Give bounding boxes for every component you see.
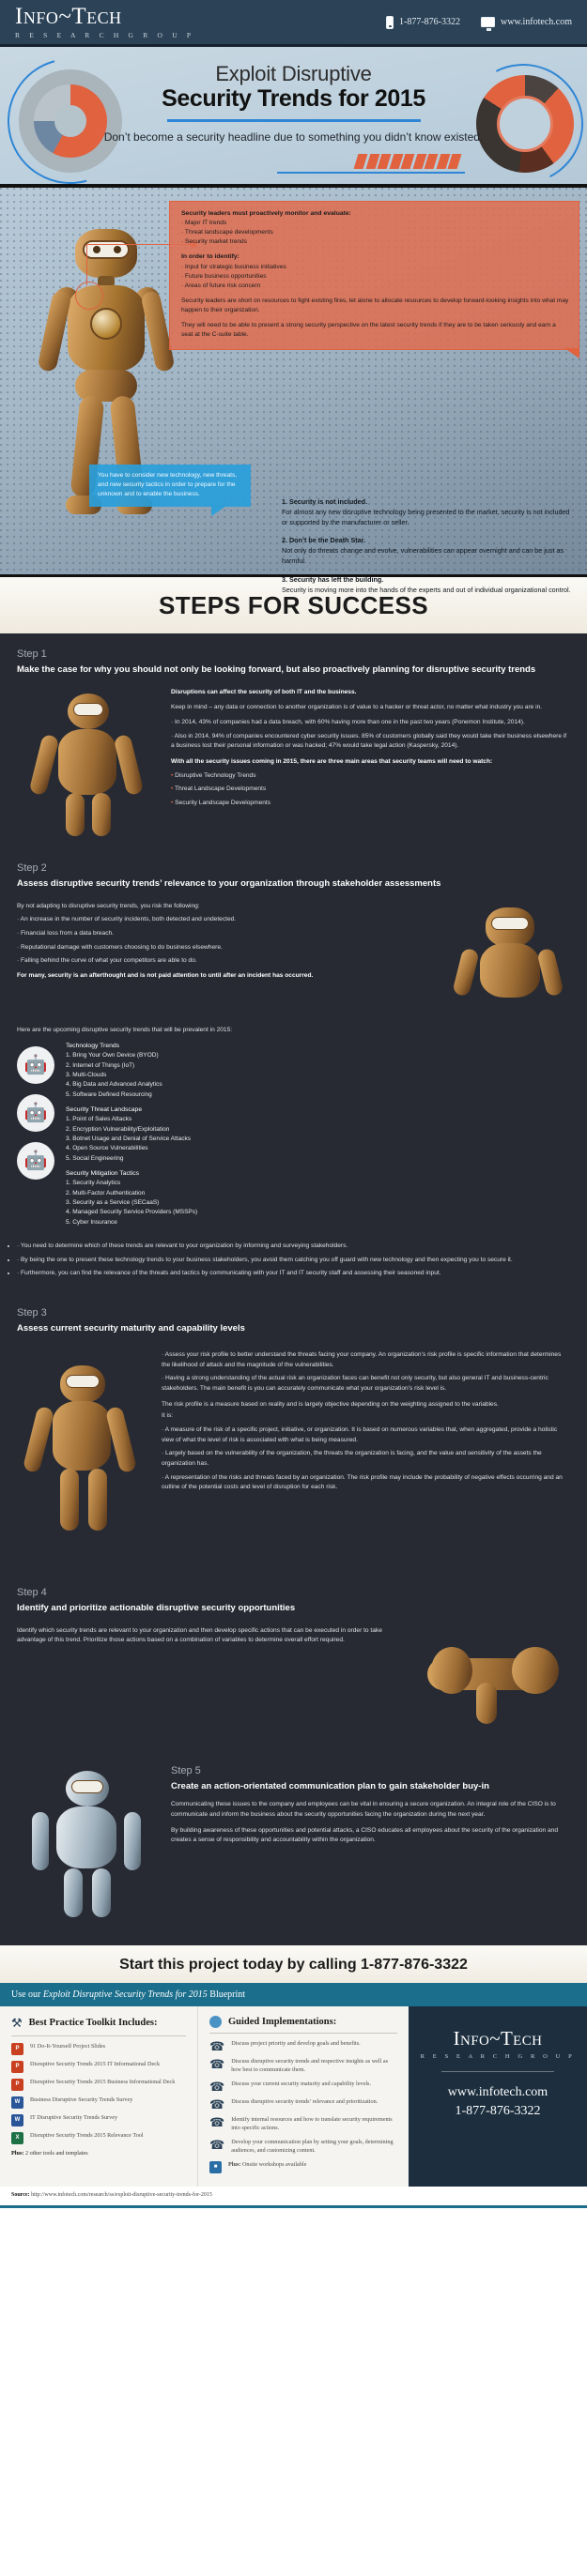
- step-3-title: Assess current security maturity and capability levels: [17, 1323, 245, 1334]
- blueprint-bar: [0, 1983, 587, 2006]
- list-item: 5. Software Defined Resourcing: [66, 1090, 152, 1098]
- trend-group-items: [66, 1179, 570, 1227]
- list-item: · Assess your risk profile to better understand the threats facing your company. An organization’s risk profile is specific information that determines the likelihood of attack and the magnitude of the vulnerabilities.: [162, 1350, 570, 1370]
- guided-plus-text: Onsite workshops available: [241, 2160, 307, 2168]
- ppt-icon: P: [11, 2061, 23, 2073]
- word-icon: W: [11, 2114, 23, 2126]
- toolkit-heading: Best Practice Toolkit Includes:: [28, 2018, 158, 2029]
- step-2-risk-bullets: [17, 915, 435, 967]
- source-line: [0, 2187, 587, 2205]
- phone-icon: [386, 16, 394, 29]
- trend-group-heading: Security Threat Landscape: [66, 1106, 143, 1114]
- guided-item-label: Discuss your current security maturity and capability levels.: [231, 2080, 372, 2087]
- step-1-label: Step 1: [17, 648, 47, 660]
- list-item: 3. Security as a Service (SECaaS): [66, 1198, 160, 1206]
- toolkit-plus-row: [11, 2150, 186, 2157]
- toolkit-item-label: Business Disruptive Security Trends Survey: [30, 2096, 133, 2103]
- logo-tagline: R E S E A R C H G R O U P: [15, 31, 195, 39]
- redbox-heading-2: In order to identify:: [181, 253, 239, 261]
- cta-headline[interactable]: Start this project today by calling 1-877-876-3322: [119, 1956, 468, 1973]
- step-2-label: Step 2: [17, 861, 47, 874]
- list-item: · Falling behind the curve of what your competitors are able to do.: [17, 956, 435, 967]
- steps-banner-title: STEPS FOR SUCCESS: [158, 590, 429, 619]
- list-item: · • Furthermore, you can find the relevance of the threats and tactics by communicating with your IT and IT security staff and assessing their seasoned input.: [17, 1269, 570, 1279]
- company-logo[interactable]: [15, 5, 194, 39]
- source-label: Source:: [11, 2191, 30, 2198]
- list-item: · Reputational damage with customers choosing to do business elsewhere.: [17, 943, 435, 953]
- toolkit-item-label: 91 Do-It-Yourself Project Slides: [30, 2042, 105, 2050]
- footer-grid: [0, 2006, 587, 2187]
- list-item: · • By being the one to present these technology trends to your business stakeholders, you avoid them catching you off guard with new technology and then expecting you to secure it.: [17, 1256, 570, 1266]
- step-1-closing-bullets: [171, 771, 570, 809]
- numbered-item: [282, 536, 573, 566]
- list-item: 2. Internet of Things (IoT): [66, 1061, 135, 1069]
- phone-icon: ☎: [209, 2056, 225, 2071]
- list-item: · Areas of future risk concern: [181, 282, 569, 291]
- list-item: · Input for strategic business initiatives: [181, 263, 569, 272]
- guided-plus-label: Plus:: [228, 2160, 241, 2168]
- list-item: · Also in 2014, 94% of companies encountered cyber security issues. 85% of customers globally said they would take their business elsewhere if a business lost their personal information or was hacked; 47% would take legal action (Kaspersky, 2014).: [171, 732, 570, 752]
- list-item: [209, 2139, 397, 2156]
- list-item: [11, 2114, 186, 2126]
- excel-icon: X: [11, 2132, 23, 2144]
- step-4-label: Step 4: [17, 1586, 47, 1598]
- step-4-content: [17, 1626, 570, 1730]
- guided-heading: Guided Implementations:: [228, 2016, 337, 2027]
- list-item: [11, 2132, 186, 2144]
- step-5-label: Step 5: [171, 1764, 201, 1776]
- step-4-text: [17, 1626, 397, 1646]
- redbox-tail: [564, 348, 579, 358]
- step-1: [0, 633, 587, 847]
- footer-divider: [441, 2071, 554, 2072]
- redbox-paragraph-2: They will need to be able to present a strong security perspective on the latest security trends if they are to be taken seriously and earn a seat at the C-suite table.: [181, 321, 556, 338]
- step-1-text: [171, 688, 570, 813]
- toolkit-column: [0, 2006, 197, 2187]
- phone-icon: ☎: [209, 2114, 225, 2129]
- robot-blue-icon: 🤖: [17, 1094, 54, 1132]
- numbered-item: [282, 575, 573, 596]
- step-5-body: [171, 1800, 570, 1846]
- step-5-title: Create an action-orientated communication plan to gain stakeholder buy-in: [171, 1780, 489, 1791]
- step-3-label: Step 3: [17, 1307, 47, 1319]
- list-item: • Security Landscape Developments: [171, 799, 570, 809]
- toolkit-header: [11, 2016, 186, 2036]
- toolkit-item-label: IT Disruptive Security Trends Survey: [30, 2113, 118, 2121]
- intro-panel: [0, 188, 587, 594]
- ppt-icon: P: [11, 2079, 23, 2091]
- trend-group-heading: Security Mitigation Tactics: [66, 1170, 140, 1178]
- phone-icon: ☎: [209, 2079, 225, 2094]
- list-item: 4. Big Data and Advanced Analytics: [66, 1081, 162, 1089]
- guided-plus-row: [209, 2161, 397, 2173]
- word-icon: W: [11, 2096, 23, 2109]
- numbered-item: [282, 497, 573, 527]
- list-item: 2. Multi-Factor Authentication: [66, 1189, 146, 1197]
- step-4-title: Identify and prioritize actionable disruptive security opportunities: [17, 1602, 296, 1613]
- list-item: [209, 2081, 397, 2093]
- step-3-mid2: It is:: [162, 1412, 174, 1420]
- step-5-paragraph-2: By building awareness of these opportunities and potential attacks, a CISO educates all employees about the security of the organization and creates a sense of responsibility and accountability within the organization.: [171, 1826, 558, 1844]
- list-item: 3. Multi-Clouds: [66, 1071, 107, 1078]
- list-item: [209, 2040, 397, 2052]
- list-item: [209, 2116, 397, 2133]
- hero-banner: [0, 47, 587, 188]
- list-item: 1. Bring Your Own Device (BYOD): [66, 1052, 159, 1059]
- source-url[interactable]: http://www.infotech.com/research/ss/exploit-disruptive-security-trends-for-2015: [31, 2191, 212, 2198]
- steps-section: [0, 633, 587, 1945]
- list-item: 1. Security Analytics: [66, 1180, 121, 1187]
- guided-item-label: Discuss disruptive security trends and respective insights as well as how best to communicate them.: [231, 2057, 389, 2073]
- footer-brand-column: [409, 2006, 587, 2187]
- list-item: · Major IT trends: [181, 219, 569, 228]
- trend-group: [66, 1170, 570, 1227]
- step-3-text: [162, 1347, 570, 1497]
- website-contact[interactable]: [481, 17, 572, 27]
- guided-item-label: Discuss project priority and develop goals and benefits.: [231, 2039, 361, 2047]
- hero-slash-bars-decoration: [356, 154, 459, 169]
- top-bar-contact-group: [386, 16, 572, 29]
- toolkit-plus-label: Plus:: [11, 2149, 24, 2157]
- step-2-lead: By not adapting to disruptive security trends, you risk the following:: [17, 902, 200, 909]
- workshop-icon: ■: [209, 2161, 222, 2173]
- toolkit-item-label: Disruptive Security Trends 2015 Business Informational Deck: [30, 2078, 176, 2085]
- hero-title-line2: Security Trends for 2015: [162, 85, 425, 112]
- intro-numbered-list: [282, 497, 573, 603]
- step-3: [0, 1292, 587, 1572]
- robot-dark-icon: 🤖: [17, 1142, 54, 1180]
- numbered-item-heading: 2. Don’t be the Death Star.: [282, 536, 366, 545]
- step-5-paragraph-1: Communicating these issues to the company and employees can be vital in ensuring a secure organization. An integral role of the CISO is to communicate and inform the business about the security opportunities facing the organization during the next year.: [171, 1801, 556, 1819]
- list-item: · Having a strong understanding of the actual risk an organization faces can benefit not only security, but also general IT and business-centric stakeholders. The main benefit is you can accurately communicate what your organization’s risk level is.: [162, 1374, 570, 1394]
- footer-bottom-rule: [0, 2205, 587, 2208]
- step-1-stat-bullets: [171, 718, 570, 752]
- guided-item-label: Discuss disruptive security trends’ relevance and prioritization.: [231, 2097, 378, 2105]
- redbox-list-1: [181, 219, 569, 247]
- footer-phone[interactable]: 1-877-876-3322: [455, 2103, 541, 2118]
- list-item: [11, 2043, 186, 2055]
- phone-icon: ☎: [209, 2096, 225, 2111]
- redbox-heading-1: Security leaders must proactively monitor and evaluate:: [181, 210, 351, 217]
- step-3-robot-illustration: [17, 1347, 148, 1562]
- step-4-paragraph: Identify which security trends are relevant to your organization and then develop specific actions that can be executed in order to take advantage of this trend. Prioritize those actions based on a combination of variables to determine overall effort required.: [17, 1626, 382, 1644]
- redbox-block-2: [181, 252, 569, 290]
- step-3-sub-bullets: [162, 1425, 570, 1493]
- intro-blue-callout: [89, 465, 251, 507]
- list-item: [11, 2061, 186, 2073]
- step-1-lead: Disruptions can affect the security of both IT and the business.: [171, 688, 357, 695]
- guided-column: [197, 2006, 409, 2187]
- ppt-icon: P: [11, 2043, 23, 2055]
- phone-number: 1-877-876-3322: [399, 17, 460, 27]
- step-2-trend-icons: [17, 1043, 54, 1180]
- hero-bottom-blue-line: [277, 172, 465, 175]
- footer-logo-tagline: R E S E A R C H G R O U P: [420, 2052, 576, 2060]
- list-item: 4. Managed Security Service Providers (MSSPs): [66, 1209, 198, 1216]
- hero-text-group: [0, 62, 587, 145]
- list-item: · Security market trends: [181, 237, 569, 247]
- circle-icon: [209, 2016, 222, 2028]
- step-2-trend-groups: [17, 1043, 570, 1234]
- trend-group-items: [66, 1051, 570, 1100]
- logo-wordmark: Info~Tech: [15, 4, 122, 29]
- phone-icon: ☎: [209, 2038, 225, 2053]
- tools-icon: ⚒: [11, 2015, 23, 2030]
- phone-icon: ☎: [209, 2137, 225, 2152]
- numbered-item-body: For almost any new disruptive technology being presented to the market, security is not included or supported by the manufacturer or seller.: [282, 507, 570, 526]
- list-item: · Future business opportunities: [181, 272, 569, 282]
- trend-group-heading: Technology Trends: [66, 1043, 120, 1050]
- step-5-text: [171, 1765, 570, 1846]
- list-item: · Threat landscape developments: [181, 228, 569, 237]
- bluebox-tail: [211, 506, 226, 516]
- blueprint-title: Exploit Disruptive Security Trends for 2015: [42, 1989, 208, 2000]
- list-item: 3. Botnet Usage and Denial of Service Attacks: [66, 1135, 191, 1142]
- blueprint-prefix: Use our: [11, 1989, 41, 2000]
- list-item: · • You need to determine which of these trends are relevant to your organization by informing and surveying stakeholders.: [17, 1242, 570, 1252]
- redbox-list-2: [181, 263, 569, 291]
- redbox-block-1: [181, 209, 569, 247]
- numbered-item-heading: 1. Security is not included.: [282, 497, 368, 506]
- list-item: · A measure of the risk of a specific project, initiative, or organization. It is based on numerous variables that, when aggregated, provide a holistic view of what the level of risk is associated with what is being measured.: [162, 1425, 570, 1445]
- bluebox-text: You have to consider new technology, new threats, and new security tactics in order to prepare for the unknown and to enable the business.: [98, 472, 238, 497]
- step-1-closing-bold: With all the security issues coming in 2015, there are three main areas that security teams will need to watch:: [171, 758, 493, 766]
- numbered-item-body: Not only do threats change and evolve, vulnerabilities can appear overnight and can be just as harmful.: [282, 546, 564, 565]
- redbox-paragraph-1: Security leaders are short on resources to fight existing fires, let alone to allocate resources to develop forward-looking insights into what may happen to their organization.: [181, 297, 569, 313]
- callout-ring-marker: [75, 282, 103, 310]
- list-item: 5. Cyber Insurance: [66, 1218, 117, 1226]
- step-3-content: [17, 1347, 570, 1562]
- guided-item-label: Develop your communication plan by setting your goals, determining audiences, and customizing content.: [231, 2138, 394, 2154]
- footer-logo-wordmark: Info~Tech: [453, 2026, 543, 2050]
- list-item: [209, 2098, 397, 2111]
- step-2-risk-text: [17, 902, 435, 982]
- list-item: · Financial loss from a data breach.: [17, 929, 435, 939]
- step-2: [0, 847, 587, 1292]
- step-1-title: Make the case for why you should not only be looking forward, but also proactively planning for disruptive security trends: [17, 664, 536, 675]
- step-2-trend-lists: [66, 1043, 570, 1234]
- step-5: [0, 1739, 587, 1934]
- monitor-icon: [481, 17, 495, 27]
- list-item: 2. Encryption Vulnerability/Exploitation: [66, 1125, 170, 1133]
- footer-website[interactable]: www.infotech.com: [447, 2084, 548, 2099]
- list-item: 4. Open Source Vulnerabilities: [66, 1145, 148, 1152]
- cta-banner: [0, 1945, 587, 1983]
- step-3-bullets: [162, 1350, 570, 1395]
- top-bar: [0, 0, 587, 47]
- list-item: · Largely based on the vulnerability of the organization, the threats the organization is facing, and the value and sensitivity of the assets the organization has.: [162, 1449, 570, 1469]
- hero-title-line1: Exploit Disruptive: [215, 62, 372, 85]
- step-1-paragraph: Keep in mind – any data or connection to another organization is of value to a hacker or threat actor, no matter what industry you are in.: [171, 704, 543, 711]
- numbered-item-body: Security is moving more into the hands of the experts and out of individual organizational control.: [282, 585, 571, 594]
- robot-orange-icon: 🤖: [17, 1046, 54, 1084]
- step-1-robot-illustration: [17, 688, 158, 838]
- list-item: · A representation of the risks and threats faced by an organization. The risk profile may include the probability of negative effects occurring and an outline of the potential costs and level of disruption for each risk.: [162, 1473, 570, 1493]
- list-item: [11, 2079, 186, 2091]
- step-2-title: Assess disruptive security trends’ relevance to your organization through stakeholder assessments: [17, 877, 441, 889]
- guided-item-label: Identify internal resources and how to translate security requirements into specific actions.: [231, 2115, 393, 2131]
- phone-contact[interactable]: [386, 16, 460, 29]
- step-2-robot-illustration: [448, 902, 570, 1014]
- trend-group: [66, 1043, 570, 1100]
- step-5-content: [17, 1765, 570, 1925]
- website-url: www.infotech.com: [501, 17, 572, 27]
- list-item: [209, 2058, 397, 2075]
- step-2-outro-bullets: [17, 1242, 570, 1279]
- step-2-content-top: [17, 902, 570, 1014]
- list-item: 1. Point of Sales Attacks: [66, 1116, 132, 1123]
- hero-divider: [167, 119, 421, 122]
- step-2-trends-intro: Here are the upcoming disruptive security trends that will be prevalent in 2015:: [17, 1026, 233, 1033]
- list-item: • Threat Landscape Developments: [171, 785, 570, 795]
- list-item: 5. Social Engineering: [66, 1154, 124, 1162]
- guided-header: [209, 2016, 397, 2034]
- step-3-mid: The risk profile is a measure based on reality and is largely objective depending on the weighting assigned to the variables.: [162, 1400, 499, 1408]
- toolkit-plus-text: 2 other tools and templates: [24, 2149, 88, 2157]
- step-5-robot-illustration: [17, 1765, 158, 1925]
- toolkit-item-label: Disruptive Security Trends 2015 IT Informational Deck: [30, 2060, 161, 2067]
- list-item: • Disruptive Technology Trends: [171, 771, 570, 782]
- blueprint-suffix: Blueprint: [209, 1989, 246, 2000]
- step-4-robot-illustration: [410, 1626, 570, 1730]
- numbered-item-heading: 3. Security has left the building.: [282, 574, 384, 584]
- hero-subtitle: Don’t become a security headline due to something you didn’t know existed.: [103, 130, 484, 144]
- trend-group: [66, 1106, 570, 1164]
- toolkit-item-label: Disruptive Security Trends 2015 Relevance Tool: [30, 2131, 144, 2139]
- list-item: · In 2014, 43% of companies had a data breach, with 60% having more than one in the past two years (Ponemon Institute, 2014).: [171, 718, 570, 728]
- step-2-risk-closing: For many, security is an afterthought and is not paid attention to until after an incident has occurred.: [17, 971, 314, 979]
- intro-red-callout: [169, 201, 579, 350]
- step-4: [0, 1572, 587, 1739]
- list-item: · An increase in the number of security incidents, both detected and undetected.: [17, 915, 435, 925]
- step-1-content: [17, 688, 570, 838]
- list-item: [11, 2096, 186, 2109]
- trend-group-items: [66, 1115, 570, 1164]
